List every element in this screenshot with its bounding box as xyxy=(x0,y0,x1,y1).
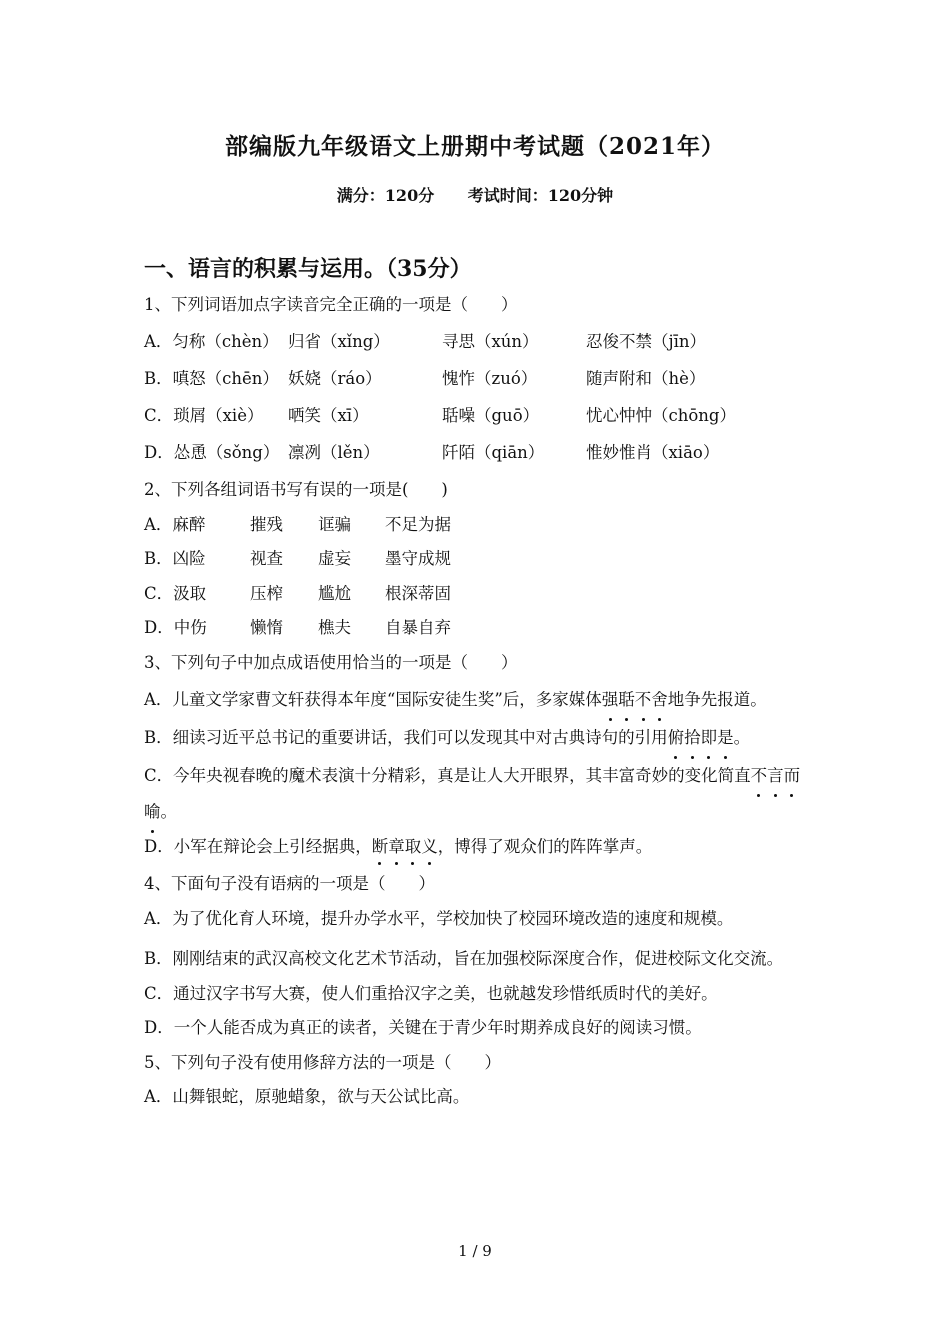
q4-option-c: C．通过汉字书写大赛，使人们重拾汉字之美，也就越发珍惜纸质时代的美好。 xyxy=(144,983,718,1003)
emphasis-dot-char: 断 xyxy=(372,832,389,862)
word-item: D．中伤 xyxy=(144,618,207,637)
emphasis-dot-char: 聒 xyxy=(618,682,635,718)
emphasis-dot-char: 即 xyxy=(701,720,718,756)
q5-option-a: A．山舞银蛇，原驰蜡象，欲与天公试比高。 xyxy=(144,1087,470,1106)
option-item: 妖娆（ráo） xyxy=(288,369,382,388)
option-item: 愧怍（zuó） xyxy=(442,369,538,388)
emphasis-dot-char: 是 xyxy=(717,720,734,756)
question-5-stem: 5、下列句子没有使用修辞方法的一项是（ ） xyxy=(144,1052,501,1072)
word-item: 视查 xyxy=(250,549,283,568)
q3-option-d xyxy=(144,832,812,869)
option-item: 凛冽（lěn） xyxy=(288,443,380,462)
question-body xyxy=(144,290,812,1119)
option-item: 寻思（xún） xyxy=(442,332,539,351)
word-item: A．麻醉 xyxy=(144,514,206,534)
emphasis-dot-char: 不 xyxy=(635,682,652,718)
full-score: 满分：120分 xyxy=(336,186,435,205)
q2-option-c xyxy=(144,579,812,614)
page-number: 1 / 9 xyxy=(458,1242,492,1260)
word-item: 懒惰 xyxy=(250,618,283,637)
exam-info xyxy=(0,183,950,206)
emphasis-dot-char: 不 xyxy=(751,758,768,794)
word-item: 樵夫 xyxy=(318,618,351,637)
word-item: 压榨 xyxy=(250,583,283,603)
option-item: 阡陌（qiān） xyxy=(442,443,545,462)
question-1-stem: 1、下列词语加点字读音完全正确的一项是（ ） xyxy=(144,295,518,314)
question-2-stem: 2、下列各组词语书写有误的一项是( ) xyxy=(144,480,448,499)
option-item: 忍俊不禁（jīn） xyxy=(586,332,707,351)
q1-option-a xyxy=(144,327,812,364)
exam-time: 考试时间：120分钟 xyxy=(467,186,614,205)
word-item: 诓骗 xyxy=(318,514,351,534)
option-item: 归省（xǐng） xyxy=(288,332,390,351)
q1-option-c xyxy=(144,401,812,438)
emphasis-dot-char: 强 xyxy=(602,682,619,718)
q4-option-a: A．为了优化育人环境，提升办学水平，学校加快了校园环境改造的速度和规模。 xyxy=(144,908,734,928)
option-item: 随声附和（hè） xyxy=(586,369,706,388)
q4-option-d: D．一个人能否成为真正的读者，关键在于青少年时期养成良好的阅读习惯。 xyxy=(144,1018,702,1037)
option-item: 忧心忡忡（chōng） xyxy=(586,406,736,425)
emphasis-dot-char: 俯 xyxy=(668,720,685,756)
q1-option-d xyxy=(144,438,812,475)
emphasis-dot-char: 章 xyxy=(388,832,405,862)
q2-option-b xyxy=(144,544,812,579)
q4-option-b: B．刚刚结束的武汉高校文化艺术节活动，旨在加强校际深度合作，促进校际文化交流。 xyxy=(144,948,784,968)
option-text: C．今年央视春晚的魔术表演十分精彩，真是让人大开眼界，其丰富奇妙的变化简直 xyxy=(144,766,751,785)
q3-option-a xyxy=(144,682,812,718)
word-item: 摧残 xyxy=(250,514,283,534)
q3-option-b xyxy=(144,720,812,756)
option-text: ，博得了观众们的阵阵掌声。 xyxy=(437,837,653,856)
emphasis-dot-char: 而 xyxy=(784,758,801,794)
question-3-stem: 3、下列句子中加点成语使用恰当的一项是（ ） xyxy=(144,652,518,672)
word-item: 墨守成规 xyxy=(385,549,451,568)
option-item: 聒噪（guō） xyxy=(442,406,540,425)
word-item: 自暴自弃 xyxy=(385,618,451,637)
emphasis-dot-char: 言 xyxy=(767,758,784,794)
emphasis-dot-char: 义 xyxy=(421,832,438,862)
word-item: C．汲取 xyxy=(144,583,207,603)
q2-option-a xyxy=(144,510,812,545)
section-heading: 一、语言的积累与运用。（35分） xyxy=(144,256,472,282)
word-item: 尴尬 xyxy=(318,583,351,603)
option-item: B．嗔怒（chēn） xyxy=(144,369,279,388)
option-text: 地争先报道。 xyxy=(667,690,767,709)
option-text: 。 xyxy=(733,728,751,747)
q1-option-b xyxy=(144,364,812,401)
option-text: D．小军在辩论会上引经据典， xyxy=(144,837,372,856)
option-item: 惟妙惟肖（xiāo） xyxy=(586,443,720,462)
emphasis-dot-char: 取 xyxy=(405,832,422,862)
word-item: 根深蒂固 xyxy=(385,583,451,603)
dotted-idiom xyxy=(372,837,438,856)
dotted-idiom xyxy=(602,690,668,709)
page-title: 部编版九年级语文上册期中考试题（2021年） xyxy=(224,133,725,160)
word-item: 虚妄 xyxy=(318,549,351,568)
option-item: 哂笑（xī） xyxy=(288,406,369,425)
option-item: D．怂恿（sǒng） xyxy=(144,443,280,462)
option-text: B．细读习近平总书记的重要讲话，我们可以发现其中对古典诗句的引用 xyxy=(144,728,668,747)
q2-option-d xyxy=(144,613,812,648)
question-4-stem: 4、下面句子没有语病的一项是（ ） xyxy=(144,874,435,893)
emphasis-dot-char: 喻 xyxy=(144,794,161,830)
option-text: 。 xyxy=(160,802,177,821)
option-text: A．儿童文学家曹文轩获得本年度“国际安徒生奖”后，多家媒体 xyxy=(144,690,602,709)
word-item: B．凶险 xyxy=(144,549,206,568)
option-item: A．匀称（chèn） xyxy=(144,332,279,351)
dotted-idiom xyxy=(668,728,734,747)
emphasis-dot-char: 拾 xyxy=(684,720,701,756)
word-item: 不足为据 xyxy=(385,514,451,534)
q3-option-c xyxy=(144,758,812,830)
option-item: C．琐屑（xiè） xyxy=(144,406,264,425)
emphasis-dot-char: 舍 xyxy=(651,682,668,718)
